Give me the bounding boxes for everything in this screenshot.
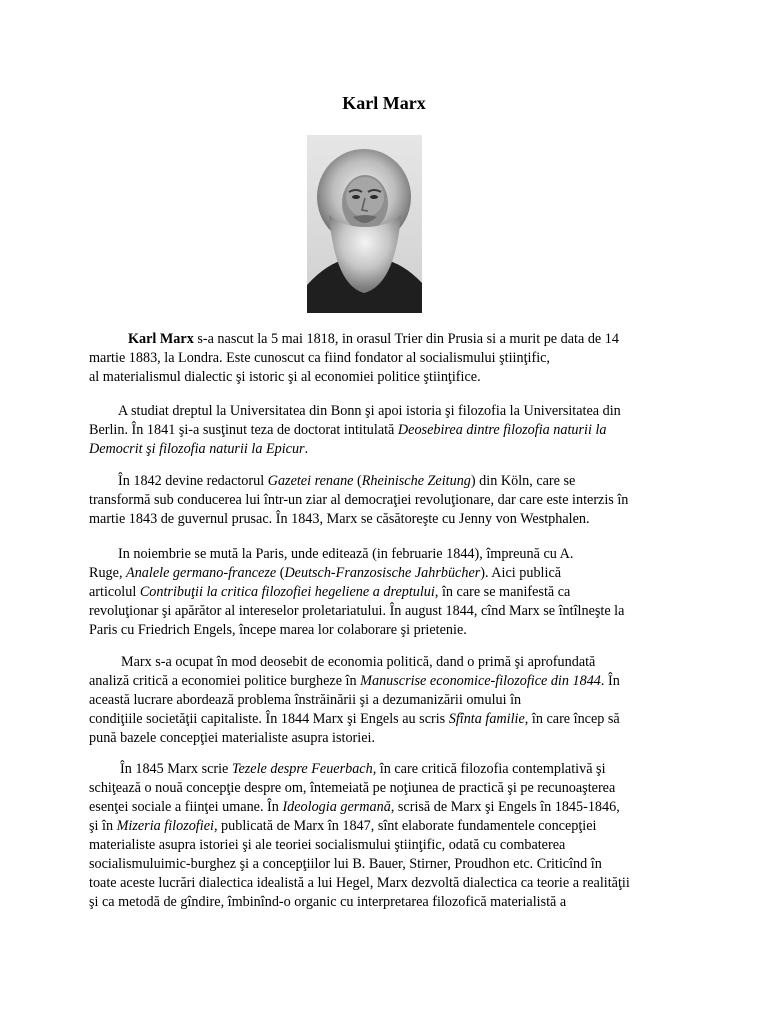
text-span: s-a nascut la 5 mai 1818, in orasul Trier din Prusia si a murit pe data de 14: [193, 331, 619, 347]
text-span: . În: [600, 673, 620, 689]
italic-title: Ideologia germană: [282, 799, 391, 815]
paragraph-line: In noiembrie se mută la Paris, unde editează (in februarie 1844), împreună cu A.: [118, 546, 574, 562]
text-span: şi în: [89, 818, 117, 834]
text-span: (: [276, 565, 285, 581]
text-span: esenţei sociale a fiinţei umane. În: [89, 799, 283, 815]
paragraph-line: [89, 421, 679, 440]
paragraph-line: [89, 760, 679, 779]
paragraph-3: [89, 472, 679, 529]
paragraph-line: martie 1843 de guvernul prusac. În 1843, Marx se căsătoreşte cu Jenny von Westphalen.: [89, 511, 590, 527]
paragraph-line: şi ca metodă de gîndire, îmbinînd-o organic cu interpretarea filozofică materialistă a: [89, 894, 567, 910]
paragraph-line: [89, 330, 679, 349]
text-span: , în care se manifestă ca: [434, 584, 571, 600]
paragraph-line: [89, 710, 679, 729]
portrait-image: [307, 135, 422, 313]
portrait-photo-icon: [307, 135, 422, 313]
paragraph-2: [89, 402, 679, 459]
paragraph-line: [89, 472, 679, 491]
italic-title: Deutsch-Franzosische Jahrbücher: [284, 565, 481, 581]
italic-title: Sfînta familie: [448, 711, 525, 727]
paragraph-5: [89, 653, 679, 748]
italic-title: Tezele despre Feuerbach: [231, 761, 373, 777]
italic-title: Deosebirea dintre filozofia naturii la: [397, 422, 607, 438]
paragraph-line: [89, 583, 679, 602]
text-span: (: [353, 473, 362, 489]
text-span: , în care critică filozofia contemplativă şi: [372, 761, 606, 777]
page-title: Karl Marx: [342, 93, 426, 113]
text-span: articolul: [89, 584, 140, 600]
paragraph-line: [89, 440, 679, 459]
paragraph-4: [89, 545, 679, 640]
paragraph-line: A studiat dreptul la Universitatea din Bonn şi apoi istoria şi filozofia la Universitatea din: [118, 403, 621, 419]
paragraph-line: martie 1883, la Londra. Este cunoscut ca fiind fondator al socialismului ştiinţific,: [89, 350, 550, 366]
paragraph-6: [89, 760, 679, 912]
paragraph-line: Marx s-a ocupat în mod deosebit de economia politică, dand o primă şi aprofundată: [121, 654, 596, 670]
paragraph-line: [89, 817, 679, 836]
text-span: În 1845 Marx scrie: [120, 761, 232, 777]
text-span: ) din Köln, care se: [470, 473, 576, 489]
italic-title: Contribuţii la critica filozofiei hegeliene a dreptului: [139, 584, 435, 600]
text-span: analiză critică a economiei politice burgheze în: [89, 673, 361, 689]
paragraph-line: schiţează o nouă concepţie despre om, întemeiată pe noţiunea de practică şi pe recunoaşterea: [89, 780, 616, 796]
paragraph-line: socialismuluimic-burghez şi a concepţiilor lui B. Bauer, Stirner, Proudhon etc. Criticînd în: [89, 856, 602, 872]
paragraph-line: [89, 798, 679, 817]
italic-title: Mizeria filozofiei: [116, 818, 214, 834]
paragraph-line: pună bazele concepţiei materialiste asupra istoriei.: [89, 730, 375, 746]
paragraph-1: [89, 330, 679, 387]
paragraph-line: Paris cu Friedrich Engels, începe marea lor colaborare şi prietenie.: [89, 622, 467, 638]
paragraph-line: această lucrare abordează problema înstrăinării şi a dezumanizării omului în: [89, 692, 522, 708]
text-span: Ruge,: [89, 565, 127, 581]
italic-title: Manuscrise economice-filozofice din 1844: [360, 673, 601, 689]
text-span: , publicată de Marx în 1847, sînt elaborate fundamentele concepţiei: [213, 818, 597, 834]
paragraph-line: transformă sub conducerea lui într-un ziar al democraţiei revoluţionare, dar care este interzis în: [89, 492, 629, 508]
bold-name: Karl Marx: [128, 331, 194, 347]
paragraph-line: revoluţionar şi apărător al intereselor proletariatului. În august 1844, cînd Marx se întîlneşte la: [89, 603, 625, 619]
text-span: În 1842 devine redactorul: [118, 473, 268, 489]
italic-title: Analele germano-franceze: [126, 565, 277, 581]
italic-title: Democrit şi filozofia naturii la Epicur: [89, 441, 305, 457]
text-span: condiţiile societăţii capitaliste. În 1844 Marx şi Engels au scris: [89, 711, 449, 727]
paragraph-line: [89, 564, 679, 583]
text-span: , în care încep să: [524, 711, 620, 727]
italic-title: Rheinische Zeitung: [361, 473, 471, 489]
paragraph-line: toate aceste lucrări dialectica idealistă a lui Hegel, Marx dezvoltă dialectica ca teorie a realităţii: [89, 875, 630, 891]
text-span: .: [304, 441, 309, 457]
paragraph-line: [89, 672, 679, 691]
text-span: Berlin. În 1841 şi-a susţinut teza de doctorat intitulată: [89, 422, 398, 438]
paragraph-line: materialiste asupra istoriei şi ale teoriei socialismului ştiinţific, odată cu combaterea: [89, 837, 566, 853]
text-span: , scrisă de Marx şi Engels în 1845-1846,: [390, 799, 620, 815]
italic-title: Gazetei renane: [267, 473, 354, 489]
text-span: ). Aici publică: [480, 565, 562, 581]
paragraph-line: al materialismul dialectic şi istoric şi al economiei politice ştiinţifice.: [89, 369, 481, 385]
